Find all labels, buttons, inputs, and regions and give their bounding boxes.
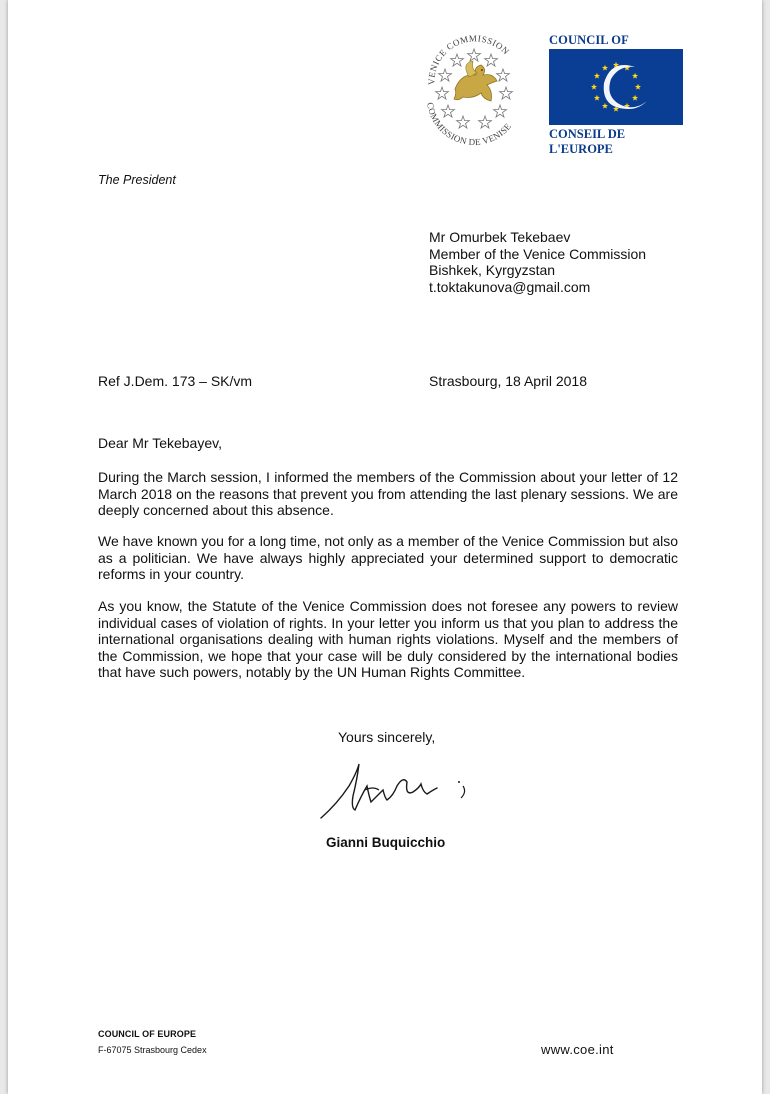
- body-paragraph: During the March session, I informed the members of the Commission about your letter of 12 March 2018 on the reasons that prevent you from attending the last plenary sessions. We are deeply concerned about this absence.: [98, 469, 678, 518]
- coe-star-icon: [591, 84, 597, 90]
- coe-name-en: COUNCIL OF: [549, 33, 629, 47]
- venice-commission-seal-logo: [421, 27, 527, 149]
- coe-star-icon: [594, 73, 600, 79]
- signer-name: Gianni Buquicchio: [326, 835, 446, 850]
- coe-stars-icon: [549, 49, 683, 125]
- salutation: Dear Mr Tekebayev,: [98, 435, 222, 451]
- coe-star-icon: [602, 65, 608, 71]
- letter-page: [8, 0, 762, 1094]
- coe-star-icon: [594, 95, 600, 101]
- council-of-europe-flag-logo: [549, 49, 683, 125]
- seal-text-bottom: COMMISSION DE VENISE: [425, 101, 514, 148]
- recipient-email: t.toktakunova@gmail.com: [429, 278, 591, 295]
- seal-text-top: VENICE COMMISSION: [426, 33, 512, 86]
- handwritten-signature: [313, 756, 478, 826]
- letter-date: Strasbourg, 18 April 2018: [429, 373, 587, 389]
- body-paragraph: As you know, the Statute of the Venice Commission does not foresee any powers to review individual cases of violation of rights. In your letter you inform us that you plan to address the international organisations dealing with human rights violations. Myself and the members of the Commission, we hope that your case will be duly considered by the international bodies that have such powers, notably by the UN Human Rights Committee.: [98, 598, 678, 680]
- sender-title: The President: [98, 173, 176, 187]
- closing: Yours sincerely,: [338, 729, 436, 745]
- winged-lion-icon: [454, 61, 497, 101]
- coe-name-fr: CONSEIL DE L'EUROPE: [549, 127, 626, 156]
- coe-star-icon: [602, 103, 608, 109]
- recipient-address: [429, 229, 729, 295]
- recipient-name: Mr Omurbek Tekebaev: [429, 229, 571, 245]
- footer-website-link[interactable]: www.coe.int: [541, 1042, 614, 1057]
- recipient-position: Member of the Venice Commission: [429, 245, 647, 262]
- footer-org: COUNCIL OF EUROPE: [98, 1029, 197, 1039]
- recipient-city: Bishkek, Kyrgyzstan: [429, 262, 556, 278]
- svg-text:COMMISSION DE VENISE: [425, 102, 513, 147]
- footer-address: F-67075 Strasbourg Cedex: [98, 1045, 207, 1055]
- body-paragraph: We have known you for a long time, not only as a member of the Venice Commission but also as a politician. We have always highly appreciated your determined support to democratic reforms in your country.: [98, 533, 678, 582]
- reference-number: Ref J.Dem. 173 – SK/vm: [98, 373, 253, 389]
